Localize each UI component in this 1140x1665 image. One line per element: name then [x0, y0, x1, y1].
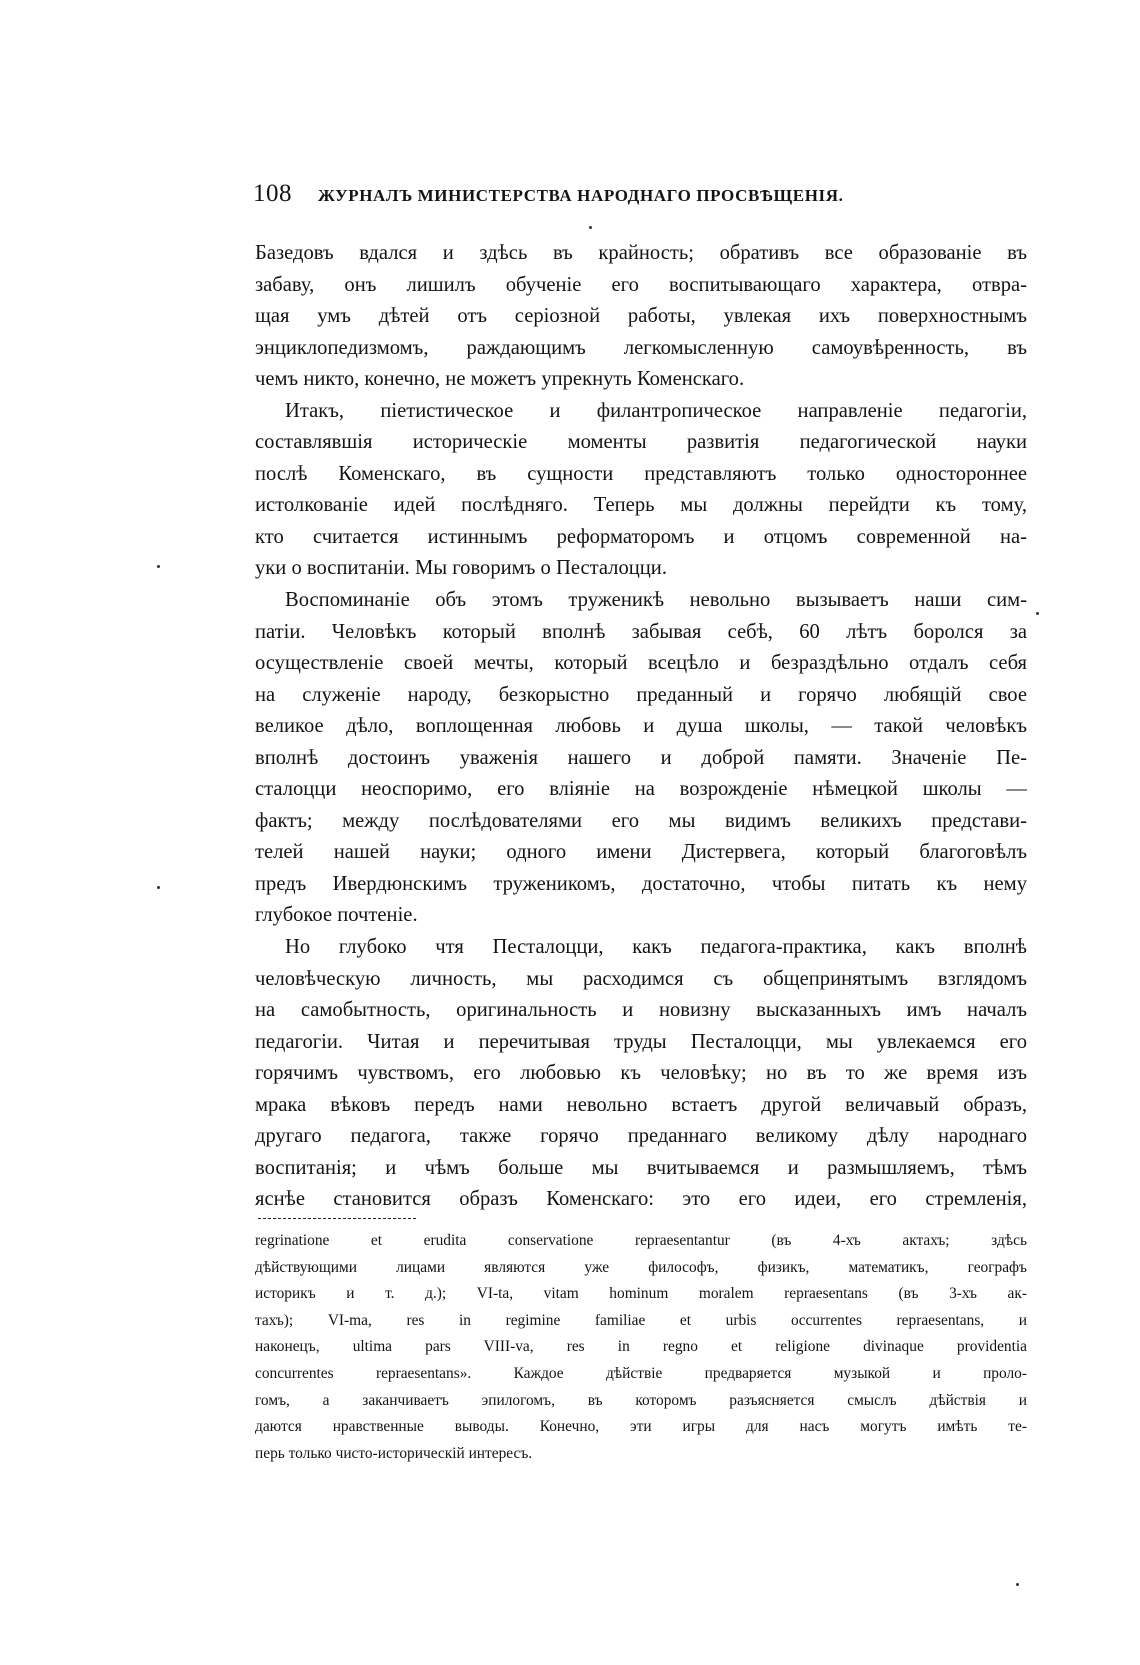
running-head [253, 180, 1033, 214]
main-text [255, 238, 1027, 1216]
text-line: Воспоминаніе объ этомъ труженикѣ невольно вызываетъ наши сим- [285, 589, 1027, 612]
journal-title: ЖУРНАЛЪ МИНИСТЕРСТВА НАРОДНАГО ПРОСВѢЩЕНІЯ. [318, 186, 844, 205]
scan-speck [157, 886, 160, 889]
scan-speck [157, 565, 160, 568]
text-line: составлявшія историческіе моменты развитія педагогической науки [255, 431, 1027, 454]
page-number: 108 [253, 180, 292, 207]
text-line: уки о воспитаніи. Мы говоримъ о Песталоцци. [255, 557, 667, 580]
text-line: на служеніе народу, безкорыстно преданный и горячо любящій свое [255, 683, 1027, 706]
text-line: Базедовъ вдался и здѣсь въ крайность; обративъ все образованіе въ [255, 242, 1027, 264]
text-line: воспитанія; и чѣмъ больше мы вчитываемся и размышляемъ, тѣмъ [255, 1156, 1027, 1179]
footnote-line: наконецъ, ultima pars VIII-va, res in regno et religione divinaque providentia [255, 1338, 1027, 1356]
text-line: сталоцци неоспоримо, его вліяніе на возрожденіе нѣмецкой школы — [255, 778, 1027, 801]
footnote-line: тахъ); VI-ma, res in regimine familiae et urbis occurrentes repraesentans, и [255, 1311, 1027, 1329]
footnote-line: даются нравственные выводы. Конечно, эти игры для насъ могутъ имѣть те- [255, 1418, 1027, 1436]
text-line: патіи. Человѣкъ который вполнѣ забывая себѣ, 60 лѣтъ боролся за [255, 620, 1027, 643]
footnote-line: regrinatione et erudita conservatione repraesentantur (въ 4-хъ актахъ; здѣсь [255, 1232, 1027, 1249]
footnote-line: перь только чисто-историческій интересъ. [255, 1444, 533, 1462]
footnote-divider [258, 1218, 416, 1219]
text-line: послѣ Коменскаго, въ сущности представляютъ только одностороннее [255, 462, 1027, 485]
scan-speck [1036, 612, 1039, 615]
text-line: мрака вѣковъ передъ нами невольно встаетъ другой величавый образъ, [255, 1093, 1027, 1116]
text-line: великое дѣло, воплощенная любовь и душа школы, — такой человѣкъ [255, 715, 1027, 738]
scan-speck [1016, 1583, 1019, 1586]
text-line: предъ Ивердюнскимъ труженикомъ, достаточно, чтобы питать къ нему [255, 872, 1027, 895]
text-line: кто считается истиннымъ реформаторомъ и отцомъ современной на- [255, 525, 1027, 548]
text-line: истолкованіе идей послѣдняго. Теперь мы должны перейдти къ тому, [255, 494, 1027, 517]
text-line: вполнѣ достоинъ уваженія нашего и доброй памяти. Значеніе Пе- [255, 746, 1027, 769]
text-line: глубокое почтеніе. [255, 904, 418, 927]
text-line: забаву, онъ лишилъ обученіе его воспитывающаго характера, отвра- [255, 273, 1027, 296]
scan-speck [589, 226, 592, 229]
text-line: осуществленіе своей мечты, который всецѣло и безраздѣльно отдалъ себя [255, 652, 1027, 675]
footnote-line: дѣйствующими лицами являются уже философъ, физикъ, математикъ, географъ [255, 1258, 1027, 1276]
text-line: энциклопедизмомъ, раждающимъ легкомысленную самоувѣренность, въ [255, 336, 1027, 359]
text-line: яснѣе становится образъ Коменскаго: это его идеи, его стремленія, [255, 1188, 1027, 1211]
text-line: на самобытность, оригинальность и новизну высказанныхъ имъ началъ [255, 999, 1027, 1022]
text-line: Итакъ, піетистическое и филантропическое направленіе педагогіи, [285, 399, 1027, 422]
text-line: горячимъ чувствомъ, его любовью къ человѣку; но въ то же время изъ [255, 1062, 1027, 1085]
text-line: чемъ никто, конечно, не можетъ упрекнуть Коменскаго. [255, 368, 745, 391]
footnote-line: историкъ и т. д.); VI-ta, vitam hominum moralem repraesentans (въ 3-хъ ак- [255, 1285, 1027, 1303]
footnote [255, 1228, 1027, 1467]
text-line: человѣческую личность, мы расходимся съ общепринятымъ взглядомъ [255, 967, 1027, 990]
footnote-line: гомъ, а заканчиваетъ эпилогомъ, въ которомъ разъясняется смыслъ дѣйствія и [255, 1391, 1027, 1409]
text-line: Но глубоко чтя Песталоцци, какъ педагога-практика, какъ вполнѣ [285, 936, 1027, 959]
text-line: фактъ; между послѣдователями его мы видимъ великихъ представи- [255, 809, 1027, 832]
text-line: педагогіи. Читая и перечитывая труды Песталоцци, мы увлекаемся его [255, 1030, 1027, 1053]
text-line: щая умъ дѣтей отъ серіозной работы, увлекая ихъ поверхностнымъ [255, 305, 1027, 328]
footnote-line: concurrentes repraesentans». Каждое дѣйствіе предваряется музыкой и проло- [255, 1364, 1027, 1382]
text-line: другаго педагога, также горячо преданнаго великому дѣлу народнаго [255, 1125, 1027, 1148]
text-line: телей нашей науки; одного имени Дистервега, который благоговѣлъ [255, 841, 1027, 864]
